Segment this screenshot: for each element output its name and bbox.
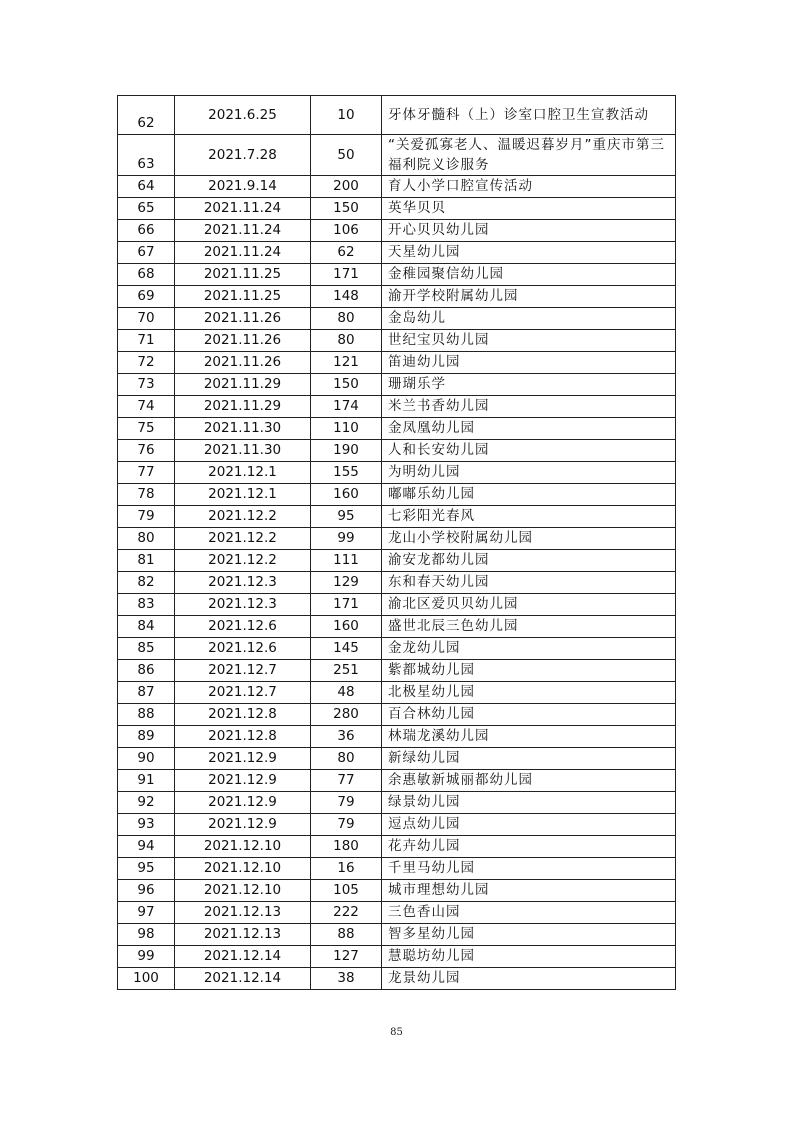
count-cell: 200 (311, 176, 382, 198)
activity-records-table (117, 95, 676, 990)
row-number-cell: 76 (118, 440, 175, 462)
date-cell: 2021.11.26 (175, 330, 311, 352)
table-row (118, 220, 676, 242)
activity-name-cell: 绿景幼儿园 (382, 792, 676, 814)
activity-name-cell: 金龙幼儿园 (382, 638, 676, 660)
row-number-cell: 86 (118, 660, 175, 682)
count-cell: 280 (311, 704, 382, 726)
date-cell: 2021.11.24 (175, 198, 311, 220)
count-cell: 106 (311, 220, 382, 242)
table-row (118, 682, 676, 704)
activity-name-cell: 紫都城幼儿园 (382, 660, 676, 682)
count-cell: 80 (311, 308, 382, 330)
row-number-cell: 92 (118, 792, 175, 814)
row-number-cell: 79 (118, 506, 175, 528)
count-cell: 48 (311, 682, 382, 704)
table-row (118, 660, 676, 682)
table-row (118, 814, 676, 836)
activity-name-cell: 天星幼儿园 (382, 242, 676, 264)
row-number-cell: 73 (118, 374, 175, 396)
date-cell: 2021.12.7 (175, 660, 311, 682)
date-cell: 2021.12.8 (175, 704, 311, 726)
count-cell: 129 (311, 572, 382, 594)
row-number-cell: 83 (118, 594, 175, 616)
table-row (118, 902, 676, 924)
date-cell: 2021.12.14 (175, 946, 311, 968)
date-cell: 2021.12.9 (175, 792, 311, 814)
date-cell: 2021.11.29 (175, 396, 311, 418)
table-row (118, 880, 676, 902)
date-cell: 2021.12.3 (175, 594, 311, 616)
table-row (118, 946, 676, 968)
date-cell: 2021.12.13 (175, 902, 311, 924)
table-row (118, 968, 676, 990)
row-number-cell: 81 (118, 550, 175, 572)
row-number-cell: 93 (118, 814, 175, 836)
date-cell: 2021.12.6 (175, 616, 311, 638)
activity-name-cell: 北极星幼儿园 (382, 682, 676, 704)
row-number-cell: 91 (118, 770, 175, 792)
table-row (118, 198, 676, 220)
activity-name-cell: 金岛幼儿 (382, 308, 676, 330)
activity-name-cell: 龙景幼儿园 (382, 968, 676, 990)
count-cell: 160 (311, 484, 382, 506)
date-cell: 2021.11.26 (175, 352, 311, 374)
date-cell: 2021.11.29 (175, 374, 311, 396)
table-row (118, 462, 676, 484)
activity-name-cell: 东和春天幼儿园 (382, 572, 676, 594)
row-number-cell: 71 (118, 330, 175, 352)
date-cell: 2021.12.1 (175, 462, 311, 484)
row-number-cell: 62 (118, 96, 175, 135)
date-cell: 2021.7.28 (175, 135, 311, 176)
activity-name-cell: 智多星幼儿园 (382, 924, 676, 946)
activity-name-cell: 为明幼儿园 (382, 462, 676, 484)
activity-name-cell: 余惠敏新城丽都幼儿园 (382, 770, 676, 792)
count-cell: 110 (311, 418, 382, 440)
row-number-cell: 69 (118, 286, 175, 308)
count-cell: 111 (311, 550, 382, 572)
date-cell: 2021.12.9 (175, 814, 311, 836)
date-cell: 2021.12.2 (175, 528, 311, 550)
activity-name-cell: 千里马幼儿园 (382, 858, 676, 880)
date-cell: 2021.12.1 (175, 484, 311, 506)
date-cell: 2021.12.6 (175, 638, 311, 660)
table-row (118, 594, 676, 616)
activity-name-cell: 渝北区爱贝贝幼儿园 (382, 594, 676, 616)
table-row (118, 550, 676, 572)
count-cell: 79 (311, 814, 382, 836)
date-cell: 2021.11.26 (175, 308, 311, 330)
count-cell: 38 (311, 968, 382, 990)
activity-name-cell: 盛世北辰三色幼儿园 (382, 616, 676, 638)
row-number-cell: 68 (118, 264, 175, 286)
table-body (118, 96, 676, 990)
table-row (118, 792, 676, 814)
row-number-cell: 89 (118, 726, 175, 748)
date-cell: 2021.11.25 (175, 286, 311, 308)
count-cell: 95 (311, 506, 382, 528)
date-cell: 2021.12.13 (175, 924, 311, 946)
table-row (118, 176, 676, 198)
count-cell: 150 (311, 198, 382, 220)
activity-name-cell: 百合林幼儿园 (382, 704, 676, 726)
activity-name-cell: 三色香山园 (382, 902, 676, 924)
count-cell: 121 (311, 352, 382, 374)
activity-name-cell: 金稚园聚信幼儿园 (382, 264, 676, 286)
table-row (118, 484, 676, 506)
row-number-cell: 78 (118, 484, 175, 506)
table-row (118, 572, 676, 594)
activity-name-cell: 花卉幼儿园 (382, 836, 676, 858)
row-number-cell: 72 (118, 352, 175, 374)
count-cell: 105 (311, 880, 382, 902)
row-number-cell: 80 (118, 528, 175, 550)
activity-name-cell: 英华贝贝 (382, 198, 676, 220)
activity-name-cell: 世纪宝贝幼儿园 (382, 330, 676, 352)
activity-name-cell: 育人小学口腔宣传活动 (382, 176, 676, 198)
row-number-cell: 75 (118, 418, 175, 440)
row-number-cell: 74 (118, 396, 175, 418)
row-number-cell: 67 (118, 242, 175, 264)
count-cell: 180 (311, 836, 382, 858)
count-cell: 127 (311, 946, 382, 968)
row-number-cell: 90 (118, 748, 175, 770)
date-cell: 2021.12.2 (175, 506, 311, 528)
table-row (118, 242, 676, 264)
row-number-cell: 85 (118, 638, 175, 660)
date-cell: 2021.12.9 (175, 748, 311, 770)
row-number-cell: 87 (118, 682, 175, 704)
table-row (118, 352, 676, 374)
table-row (118, 726, 676, 748)
activity-name-cell: 慧聪坊幼儿园 (382, 946, 676, 968)
date-cell: 2021.11.30 (175, 440, 311, 462)
activity-name-cell: 米兰书香幼儿园 (382, 396, 676, 418)
date-cell: 2021.11.30 (175, 418, 311, 440)
row-number-cell: 95 (118, 858, 175, 880)
row-number-cell: 82 (118, 572, 175, 594)
date-cell: 2021.12.9 (175, 770, 311, 792)
count-cell: 77 (311, 770, 382, 792)
activity-name-cell: 林瑞龙溪幼儿园 (382, 726, 676, 748)
table-row (118, 418, 676, 440)
activity-name-cell: 人和长安幼儿园 (382, 440, 676, 462)
table-row (118, 286, 676, 308)
row-number-cell: 66 (118, 220, 175, 242)
row-number-cell: 97 (118, 902, 175, 924)
date-cell: 2021.11.24 (175, 220, 311, 242)
table-row (118, 330, 676, 352)
date-cell: 2021.6.25 (175, 96, 311, 135)
count-cell: 36 (311, 726, 382, 748)
table-row (118, 836, 676, 858)
count-cell: 16 (311, 858, 382, 880)
count-cell: 88 (311, 924, 382, 946)
activity-name-cell: 新绿幼儿园 (382, 748, 676, 770)
table-row (118, 638, 676, 660)
activity-name-cell: 渝安龙都幼儿园 (382, 550, 676, 572)
count-cell: 155 (311, 462, 382, 484)
table-row (118, 440, 676, 462)
count-cell: 145 (311, 638, 382, 660)
activity-name-cell: 城市理想幼儿园 (382, 880, 676, 902)
activity-name-cell: 七彩阳光春风 (382, 506, 676, 528)
row-number-cell: 70 (118, 308, 175, 330)
date-cell: 2021.11.24 (175, 242, 311, 264)
count-cell: 99 (311, 528, 382, 550)
count-cell: 174 (311, 396, 382, 418)
table-row (118, 264, 676, 286)
date-cell: 2021.12.8 (175, 726, 311, 748)
count-cell: 251 (311, 660, 382, 682)
row-number-cell: 99 (118, 946, 175, 968)
page-number: 85 (390, 1027, 403, 1038)
date-cell: 2021.12.3 (175, 572, 311, 594)
activity-name-cell: 笛迪幼儿园 (382, 352, 676, 374)
activity-name-cell: 牙体牙髓科（上）诊室口腔卫生宣教活动 (382, 96, 676, 135)
date-cell: 2021.12.2 (175, 550, 311, 572)
count-cell: 80 (311, 748, 382, 770)
row-number-cell: 63 (118, 135, 175, 176)
count-cell: 160 (311, 616, 382, 638)
count-cell: 80 (311, 330, 382, 352)
activity-name-cell: 渝开学校附属幼儿园 (382, 286, 676, 308)
table-row (118, 858, 676, 880)
table-row (118, 308, 676, 330)
count-cell: 148 (311, 286, 382, 308)
row-number-cell: 100 (118, 968, 175, 990)
row-number-cell: 64 (118, 176, 175, 198)
date-cell: 2021.9.14 (175, 176, 311, 198)
activity-name-cell: 龙山小学校附属幼儿园 (382, 528, 676, 550)
count-cell: 62 (311, 242, 382, 264)
activity-name-cell: 逗点幼儿园 (382, 814, 676, 836)
date-cell: 2021.12.10 (175, 858, 311, 880)
activity-name-cell: 珊瑚乐学 (382, 374, 676, 396)
table-row (118, 704, 676, 726)
date-cell: 2021.12.7 (175, 682, 311, 704)
date-cell: 2021.12.14 (175, 968, 311, 990)
activity-name-cell: 嘟嘟乐幼儿园 (382, 484, 676, 506)
count-cell: 10 (311, 96, 382, 135)
count-cell: 50 (311, 135, 382, 176)
date-cell: 2021.11.25 (175, 264, 311, 286)
row-number-cell: 88 (118, 704, 175, 726)
date-cell: 2021.12.10 (175, 836, 311, 858)
row-number-cell: 77 (118, 462, 175, 484)
date-cell: 2021.12.10 (175, 880, 311, 902)
table-row (118, 396, 676, 418)
row-number-cell: 65 (118, 198, 175, 220)
count-cell: 171 (311, 264, 382, 286)
row-number-cell: 96 (118, 880, 175, 902)
table-row (118, 506, 676, 528)
table-row (118, 924, 676, 946)
table-row (118, 96, 676, 135)
count-cell: 79 (311, 792, 382, 814)
table-row (118, 770, 676, 792)
activity-name-cell: 开心贝贝幼儿园 (382, 220, 676, 242)
count-cell: 222 (311, 902, 382, 924)
table-row (118, 135, 676, 176)
row-number-cell: 98 (118, 924, 175, 946)
table-row (118, 748, 676, 770)
table-row (118, 616, 676, 638)
activity-name-cell: “关爱孤寡老人、温暖迟暮岁月”重庆市第三福利院义诊服务 (382, 135, 676, 176)
row-number-cell: 84 (118, 616, 175, 638)
activity-name-cell: 金凤凰幼儿园 (382, 418, 676, 440)
count-cell: 190 (311, 440, 382, 462)
row-number-cell: 94 (118, 836, 175, 858)
table-row (118, 374, 676, 396)
count-cell: 150 (311, 374, 382, 396)
count-cell: 171 (311, 594, 382, 616)
table-row (118, 528, 676, 550)
